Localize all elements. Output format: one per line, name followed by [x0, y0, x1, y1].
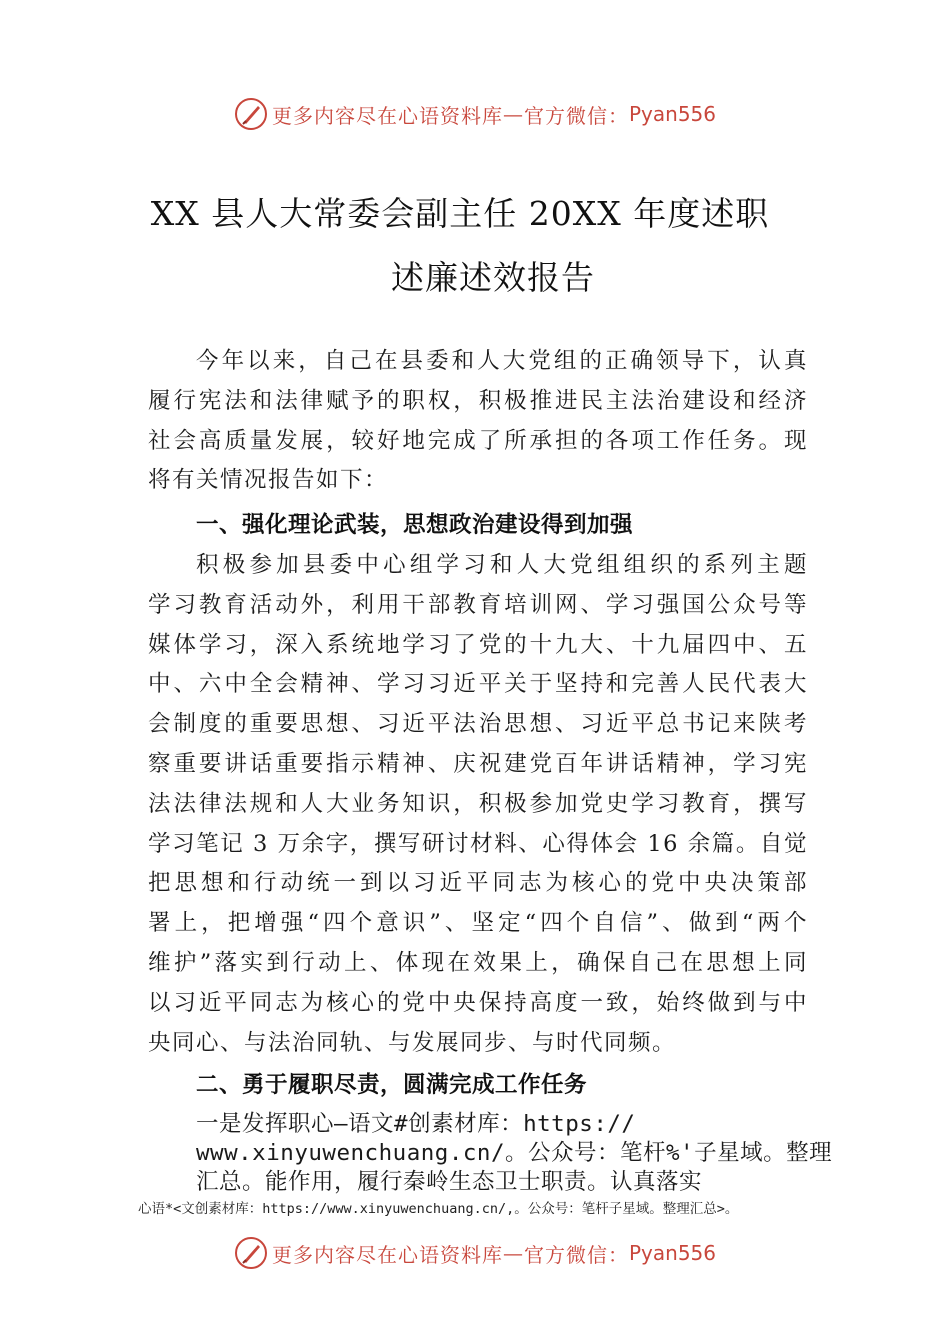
- section1-paragraph: [148, 546, 808, 1063]
- section2-line: www.xinyuwenchuang.cn/。公众号：笔杆%'子星域。整理: [196, 1140, 833, 1166]
- section1-line: 把思想和行动统一到以习近平同志为核心的党中央决策部: [148, 870, 808, 897]
- section1-heading: 一、强化理论武装，思想政治建设得到加强: [196, 512, 634, 538]
- section1-line: 央同心、与法治同轨、与发展同步、与时代同频。: [148, 1029, 677, 1056]
- banner-dash: —: [502, 102, 524, 126]
- document-title-line1: XX 县人大常委会副主任 20XX 年度述职: [150, 194, 770, 233]
- document-title-line2: 述廉述效报告: [391, 258, 595, 297]
- section1-line: 学习笔记 3 万余字，撰写研讨材料、心得体会 16 余篇。自觉: [148, 830, 808, 857]
- banner-dash: —: [502, 1241, 524, 1265]
- section1-line: 署上，把增强“四个意识”、坚定“四个自信”、做到“两个: [148, 910, 808, 937]
- banner-wechat-id: Pyan556: [628, 102, 716, 126]
- banner-text: 更多内容尽在心语资料库: [271, 103, 503, 128]
- watermark-banner-top: [0, 94, 950, 134]
- intro-line: 将有关情况报告如下：: [148, 467, 389, 494]
- banner-wechat-label: 官方微信：: [523, 1242, 629, 1267]
- section1-line: 会制度的重要思想、习近平法治思想、习近平总书记来陕考: [148, 711, 808, 738]
- section1-line: 维护”落实到行动上、体现在效果上，确保自己在思想上同: [148, 949, 808, 976]
- watermark-banner-bottom: [0, 1233, 950, 1273]
- section1-line: 以习近平同志为核心的党中央保持高度一致，始终做到与中: [148, 989, 808, 1016]
- intro-paragraph: [148, 342, 808, 501]
- intro-line: 今年以来，自己在县委和人大党组的正确领导下，认真: [196, 348, 808, 374]
- intro-line: 社会高质量发展，较好地完成了所承担的各项工作任务。现: [148, 427, 808, 454]
- section1-line: 察重要讲话重要指示精神、庆祝建党百年讲话精神，学习宪: [148, 750, 808, 777]
- section1-line: 积极参加县委中心组学习和人大党组组织的系列主题: [196, 552, 808, 578]
- intro-line: 履行宪法和法律赋予的职权，积极推进民主法治建设和经济: [148, 387, 808, 414]
- banner-wechat-id: Pyan556: [628, 1241, 716, 1265]
- section1-line: 媒体学习，深入系统地学习了党的十九大、十九届四中、五: [148, 631, 808, 658]
- section2-line: 一是发挥职心—语文#创素材库：https://: [196, 1111, 636, 1137]
- banner-text: 更多内容尽在心语资料库: [271, 1242, 503, 1267]
- section2-paragraph: [196, 1110, 836, 1197]
- banner-wechat-label: 官方微信：: [523, 103, 629, 128]
- quill-logo-icon: [234, 1236, 268, 1270]
- section1-line: 法法律法规和人大业务知识，积极参加党史学习教育，撰写: [148, 790, 808, 817]
- section2-line: 汇总。能作用，履行秦岭生态卫士职责。认真落实: [196, 1169, 703, 1195]
- section2-heading: 二、勇于履职尽责，圆满完成工作任务: [196, 1072, 588, 1098]
- quill-logo-icon: [234, 97, 268, 131]
- section1-line: 学习教育活动外，利用干部教育培训网、学习强国公众号等: [148, 591, 808, 618]
- footnote: 心语*<文创素材库：https://www.xinyuwenchuang.cn/,。公众号：笔杆子星域。整理汇总>。: [138, 1201, 739, 1217]
- section1-line: 中、六中全会精神、学习习近平关于坚持和完善人民代表大: [148, 671, 808, 698]
